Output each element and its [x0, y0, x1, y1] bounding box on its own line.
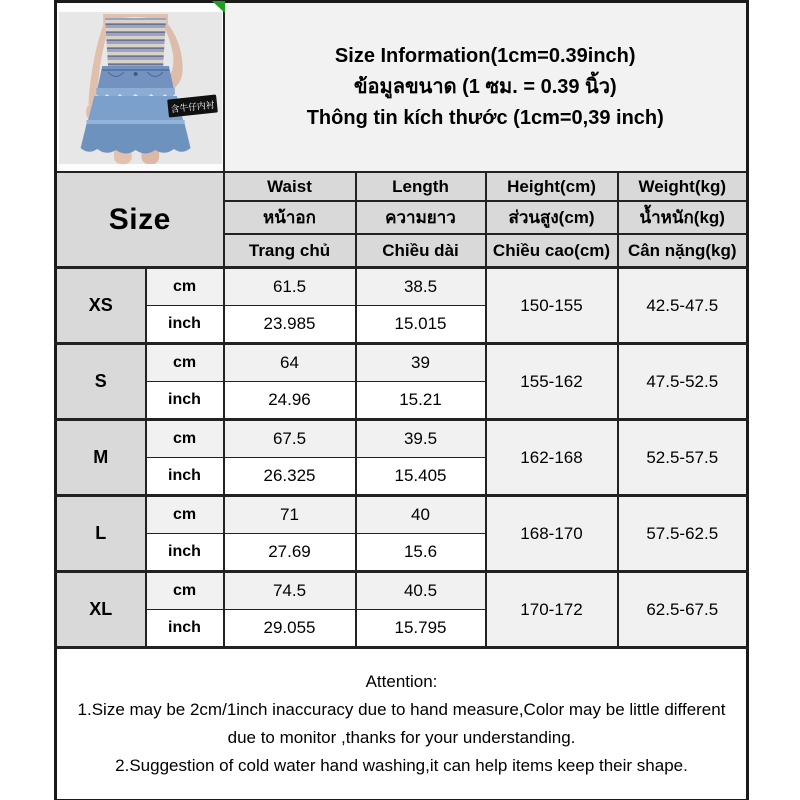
- m-waist-inch: 26.325: [224, 458, 356, 496]
- title-thai: ข้อมูลขนาด (1 ซม. = 0.39 นิ้ว): [353, 75, 617, 98]
- xs-waist-cm: 61.5: [224, 268, 356, 306]
- s-length-inch: 15.21: [356, 382, 486, 420]
- unit-label-inch: inch: [146, 382, 224, 420]
- unit-label-inch: inch: [146, 306, 224, 344]
- product-tag-label: 含牛仔内衬: [170, 100, 216, 116]
- l-waist-cm: 71: [224, 496, 356, 534]
- header-waist-th: หน้าอก: [224, 201, 356, 234]
- s-height: 155-162: [486, 344, 618, 420]
- xs-height: 150-155: [486, 268, 618, 344]
- unit-label-cm: cm: [146, 496, 224, 534]
- m-weight: 52.5-57.5: [618, 420, 748, 496]
- m-height: 162-168: [486, 420, 618, 496]
- header-height-en: Height(cm): [486, 172, 618, 201]
- m-waist-cm: 67.5: [224, 420, 356, 458]
- unit-label-inch: inch: [146, 534, 224, 572]
- unit-label-inch: inch: [146, 458, 224, 496]
- size-label-xl: XL: [56, 572, 146, 648]
- size-column-header: Size: [56, 172, 224, 268]
- green-corner-marker-icon: [212, 1, 225, 13]
- l-length-cm: 40: [356, 496, 486, 534]
- s-waist-cm: 64: [224, 344, 356, 382]
- attention-heading: Attention:: [365, 672, 438, 691]
- size-table: [54, 0, 749, 800]
- header-length-vi: Chiều dài: [356, 234, 486, 268]
- header-weight-en: Weight(kg): [618, 172, 748, 201]
- xl-waist-cm: 74.5: [224, 572, 356, 610]
- title-cell: [224, 2, 748, 173]
- xs-weight: 42.5-47.5: [618, 268, 748, 344]
- header-waist-vi: Trang chủ: [224, 234, 356, 268]
- unit-label-cm: cm: [146, 268, 224, 306]
- header-weight-th: น้ำหนัก(kg): [618, 201, 748, 234]
- header-length-th: ความยาว: [356, 201, 486, 234]
- title-vietnamese: Thông tin kích thước (1cm=0,39 inch): [306, 106, 664, 129]
- xs-length-cm: 38.5: [356, 268, 486, 306]
- m-length-cm: 39.5: [356, 420, 486, 458]
- l-height: 168-170: [486, 496, 618, 572]
- l-weight: 57.5-62.5: [618, 496, 748, 572]
- xl-length-inch: 15.795: [356, 610, 486, 648]
- header-height-vi: Chiều cao(cm): [486, 234, 618, 268]
- l-waist-inch: 27.69: [224, 534, 356, 572]
- size-label-s: S: [56, 344, 146, 420]
- model-photo-illustration: [59, 12, 221, 164]
- xl-weight: 62.5-67.5: [618, 572, 748, 648]
- title-english: Size Information(1cm=0.39inch): [334, 44, 636, 67]
- m-length-inch: 15.405: [356, 458, 486, 496]
- s-waist-inch: 24.96: [224, 382, 356, 420]
- attention-line-1: 1.Size may be 2cm/1inch inaccuracy due to hand measure,Color may be little different: [77, 700, 726, 719]
- xs-waist-inch: 23.985: [224, 306, 356, 344]
- product-photo-cell: [56, 2, 224, 173]
- l-length-inch: 15.6: [356, 534, 486, 572]
- header-waist-en: Waist: [224, 172, 356, 201]
- unit-label-cm: cm: [146, 572, 224, 610]
- s-length-cm: 39: [356, 344, 486, 382]
- xl-waist-inch: 29.055: [224, 610, 356, 648]
- product-photo: [59, 12, 222, 164]
- header-length-en: Length: [356, 172, 486, 201]
- attention-line-2: due to monitor ,thanks for your understanding.: [227, 728, 576, 747]
- unit-label-inch: inch: [146, 610, 224, 648]
- xl-length-cm: 40.5: [356, 572, 486, 610]
- size-label-m: M: [56, 420, 146, 496]
- attention-line-3: 2.Suggestion of cold water hand washing,it can help items keep their shape.: [115, 756, 688, 775]
- unit-label-cm: cm: [146, 420, 224, 458]
- s-weight: 47.5-52.5: [618, 344, 748, 420]
- unit-label-cm: cm: [146, 344, 224, 382]
- attention-note: [56, 648, 748, 800]
- xl-height: 170-172: [486, 572, 618, 648]
- header-weight-vi: Cân nặng(kg): [618, 234, 748, 268]
- xs-length-inch: 15.015: [356, 306, 486, 344]
- header-height-th: ส่วนสูง(cm): [486, 201, 618, 234]
- size-label-l: L: [56, 496, 146, 572]
- size-label-xs: XS: [56, 268, 146, 344]
